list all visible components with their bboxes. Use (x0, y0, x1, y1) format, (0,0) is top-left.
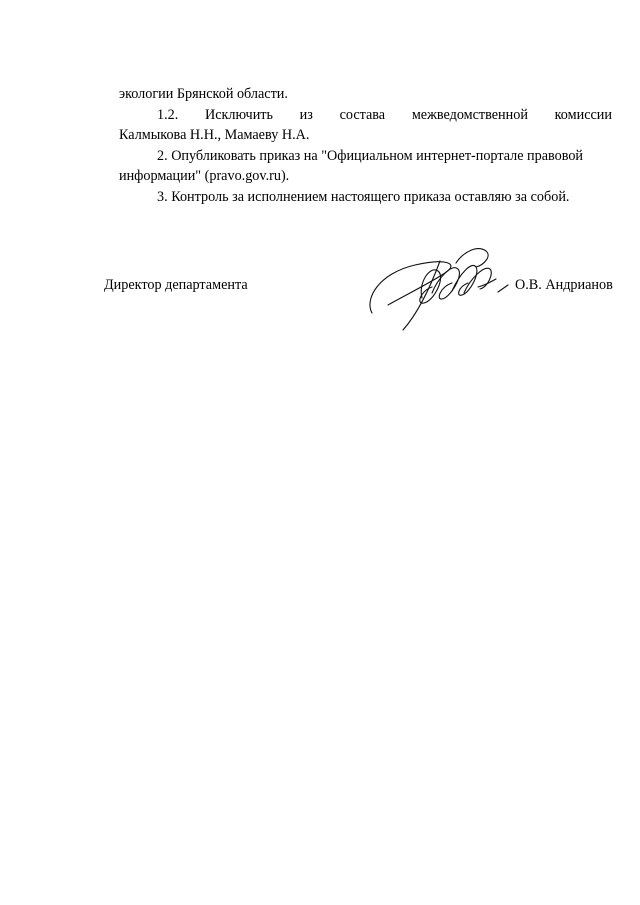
signature-row (0, 277, 640, 337)
handwritten-signature (360, 243, 520, 338)
signer-position: Директор департамента (104, 277, 248, 293)
document-body (119, 84, 612, 207)
paragraph-item-2-line-a: 2. Опубликовать приказ на "Официальном интернет-портале правовой (157, 147, 584, 164)
item-1-2-word: межведомственной (411, 106, 528, 123)
item-1-2-word: комиссии (554, 106, 612, 123)
paragraph-continuation: экологии Брянской области. (119, 86, 288, 102)
item-1-2-word: 1.2. (157, 106, 179, 123)
paragraph-item-3: 3. Контроль за исполнением настоящего приказа оставляю за собой. (157, 188, 570, 205)
item-1-2-word: состава (339, 106, 386, 123)
item-1-2-continuation: Калмыкова Н.Н., Мамаеву Н.А. (119, 127, 310, 143)
item-1-2-word: из (299, 106, 313, 123)
item-1-2-word: Исключить (204, 106, 273, 123)
paragraph-item-1-2 (119, 105, 612, 126)
signer-name: О.В. Андрианов (515, 277, 613, 293)
paragraph-item-2-line-b: информации" (pravo.gov.ru). (119, 168, 290, 184)
